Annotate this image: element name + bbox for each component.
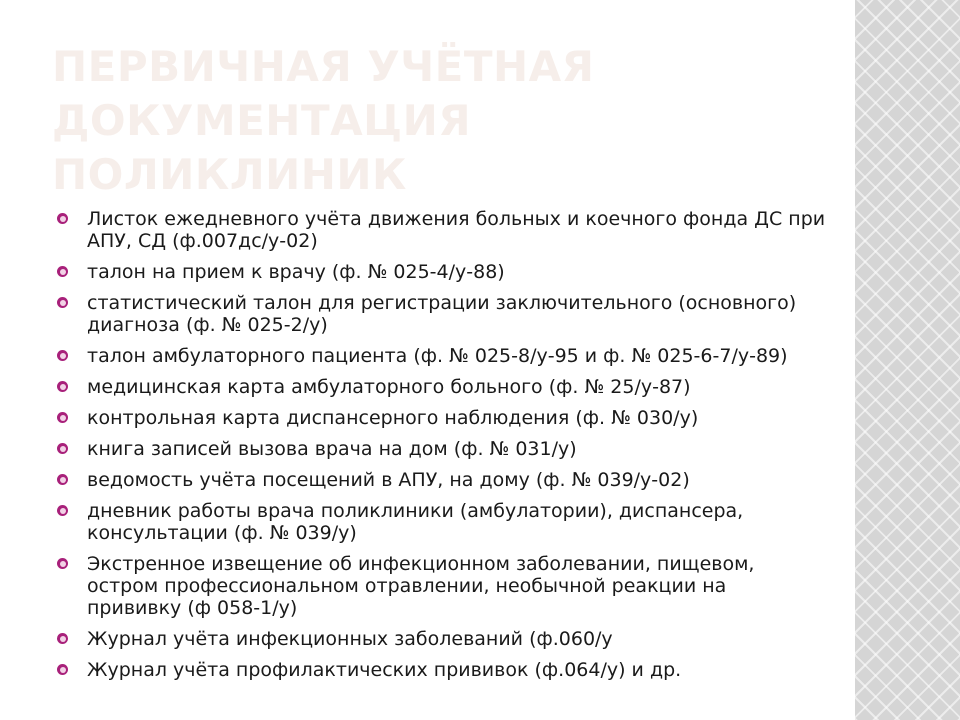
list-item: [56, 469, 826, 491]
list-item: [56, 376, 826, 398]
list-item: [56, 659, 826, 681]
circle-bullet-icon: [57, 266, 68, 277]
list-item-text: Листок ежедневного учёта движения больных и коечного фонда ДС при АПУ, СД (ф.007дс/у-02): [87, 208, 826, 252]
circle-bullet-icon: [57, 213, 68, 224]
list-item-text: дневник работы врача поликлиники (амбулатории), диспансера, консультации (ф. № 039/у): [87, 500, 744, 544]
circle-bullet-icon: [57, 505, 68, 516]
list-item-text: талон амбулаторного пациента (ф. № 025-8/у-95 и ф. № 025-6-7/у-89): [87, 345, 788, 367]
circle-bullet-icon: [57, 474, 68, 485]
list-item: [56, 407, 826, 429]
circle-bullet-icon: [57, 558, 68, 569]
slide-title: ПЕРВИЧНАЯ УЧЁТНАЯ ДОКУМЕНТАЦИЯ ПОЛИКЛИНИК: [52, 42, 595, 199]
list-item: [56, 438, 826, 460]
decorative-side-pattern: [855, 0, 960, 720]
circle-bullet-icon: [57, 664, 68, 675]
list-item: [56, 553, 826, 619]
list-item: [56, 500, 826, 544]
list-item: [56, 628, 826, 650]
list-item-text: медицинская карта амбулаторного больного (ф. № 25/у-87): [87, 376, 691, 398]
list-item-text: Экстренное извещение об инфекционном заболевании, пищевом, остром профессиональном отравлении, необычной реакции на прививку (ф 058-1/у): [87, 553, 755, 619]
list-item-text: статистический талон для регистрации заключительного (основного) диагноза (ф. № 025-2/у): [87, 292, 797, 336]
list-item-text: контрольная карта диспансерного наблюдения (ф. № 030/у): [87, 407, 699, 429]
document-list: [56, 208, 826, 681]
list-item-text: Журнал учёта инфекционных заболеваний (ф.060/у: [87, 628, 613, 650]
circle-bullet-icon: [57, 350, 68, 361]
list-item-text: талон на прием к врачу (ф. № 025-4/у-88): [87, 261, 505, 283]
circle-bullet-icon: [57, 633, 68, 644]
circle-bullet-icon: [57, 381, 68, 392]
list-item-text: ведомость учёта посещений в АПУ, на дому (ф. № 039/у-02): [87, 469, 690, 491]
slide-content: [56, 208, 826, 690]
list-item: [56, 208, 826, 252]
circle-bullet-icon: [57, 297, 68, 308]
list-item-text: Журнал учёта профилактических прививок (ф.064/у) и др.: [87, 659, 682, 681]
list-item: [56, 345, 826, 367]
list-item: [56, 261, 826, 283]
list-item-text: книга записей вызова врача на дом (ф. № 031/у): [87, 438, 577, 460]
circle-bullet-icon: [57, 443, 68, 454]
circle-bullet-icon: [57, 412, 68, 423]
list-item: [56, 292, 826, 336]
